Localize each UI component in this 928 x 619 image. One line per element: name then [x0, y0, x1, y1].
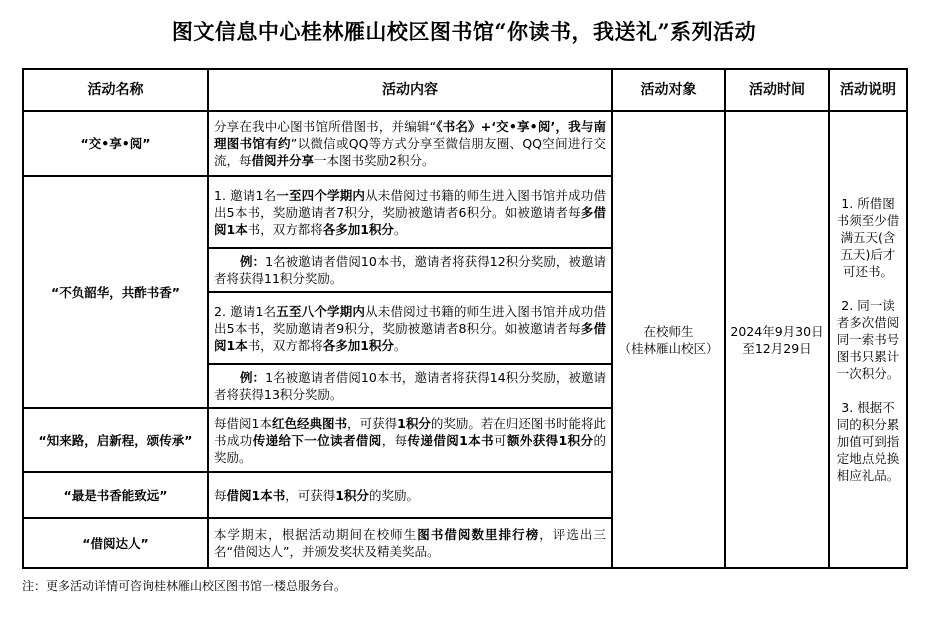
- desc-item: 3. 根据不同的积分累加值可到指定地点兑换相应礼品。: [836, 400, 900, 483]
- header-desc: 活动说明: [829, 69, 907, 111]
- activity-example: 例：1名被邀请者借阅10本书，邀请者将获得14积分奖励，被邀请者将获得13积分奖励。: [208, 364, 612, 408]
- desc-item: 1. 所借图书须至少借满五天(含五天)后才可还书。: [836, 196, 900, 279]
- activity-name: “借阅达人”: [23, 518, 208, 568]
- activity-name: “知来路，启新程，颂传承”: [23, 408, 208, 472]
- header-time: 活动时间: [725, 69, 829, 111]
- activity-name: “最是书香能致远”: [23, 472, 208, 518]
- page-title: 图文信息中心桂林雁山校区图书馆“你读书，我送礼”系列活动: [171, 19, 757, 44]
- activity-example: 例：1名被邀请者借阅10本书，邀请者将获得12积分奖励，被邀请者将获得11积分奖励。: [208, 248, 612, 292]
- activity-content: 每借阅1本书，可获得1积分的奖励。: [208, 472, 612, 518]
- desc-item: 2. 同一读者多次借阅同一索书号图书只累计一次积分。: [836, 298, 900, 381]
- header-content: 活动内容: [208, 69, 612, 111]
- header-name: 活动名称: [23, 69, 208, 111]
- footnote: 注：更多活动详情可咨询桂林雁山校区图书馆一楼总服务台。: [22, 579, 347, 593]
- activity-name: “不负韶华，共酢书香”: [23, 176, 208, 408]
- activity-name: “交•享•阅”: [23, 111, 208, 176]
- activity-content: 每借阅1本红色经典图书，可获得1积分的奖励。若在归还图书时能将此书成功传递给下一位读者借阅，每传递借阅1本书可额外获得1积分的奖励。: [208, 408, 612, 472]
- activity-description: [829, 111, 907, 568]
- header-row: [23, 69, 907, 111]
- activity-content: 2. 邀请1名五至八个学期内从未借阅过书籍的师生进入图书馆并成功借出5本书，奖励邀请者9积分，奖励被邀请者8积分。如被邀请者每多借阅1本书，双方都将各多加1积分。: [208, 292, 612, 364]
- activity-target: 在校师生 （桂林雁山校区）: [612, 111, 725, 568]
- activity-content: 分享在我中心图书馆所借图书，并编辑“《书名》+‘交•享•阅’，我与南理图书馆有约”以微信或QQ等方式分享至微信朋友圈、QQ空间进行交流，每借阅并分享一本图书奖励2积分。: [208, 111, 612, 176]
- activity-table: [22, 68, 908, 569]
- activity-content: 本学期末，根据活动期间在校师生图书借阅数里排行榜，评选出三名“借阅达人”，并颁发奖状及精美奖品。: [208, 518, 612, 568]
- header-target: 活动对象: [612, 69, 725, 111]
- activity-content: 1. 邀请1名一至四个学期内从未借阅过书籍的师生进入图书馆并成功借出5本书，奖励邀请者7积分，奖励被邀请者6积分。如被邀请者每多借阅1本书，双方都将各多加1积分。: [208, 176, 612, 248]
- activity-time: 2024年9月30日 至12月29日: [725, 111, 829, 568]
- table-row: [23, 111, 907, 176]
